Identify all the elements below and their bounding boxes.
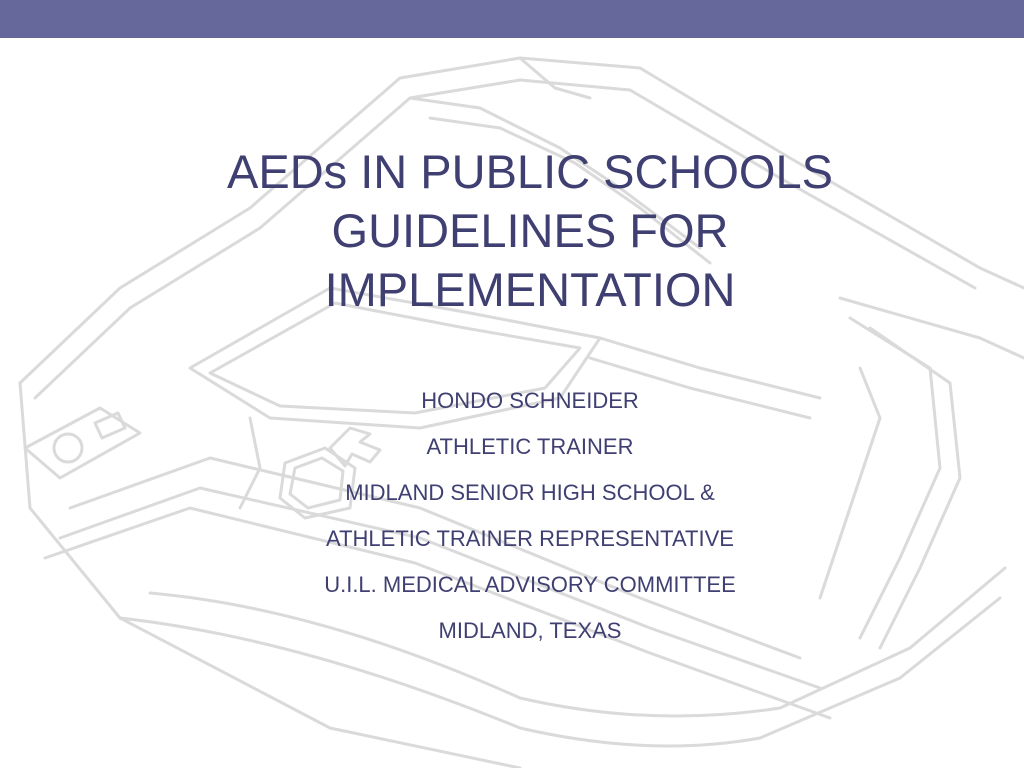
presenter-name: HONDO SCHNEIDER	[421, 388, 639, 413]
title-line-1: AEDs IN PUBLIC SCHOOLS	[227, 145, 833, 198]
presenter-school: MIDLAND SENIOR HIGH SCHOOL &	[345, 480, 715, 505]
presenter-role: ATHLETIC TRAINER	[426, 434, 634, 459]
presenter-location: MIDLAND, TEXAS	[438, 618, 622, 643]
title-line-2: GUIDELINES FOR	[331, 204, 729, 257]
slide-title	[170, 142, 890, 319]
slide-subtitle	[230, 386, 830, 662]
presenter-committee: U.I.L. MEDICAL ADVISORY COMMITTEE	[324, 572, 736, 597]
presenter-representative: ATHLETIC TRAINER REPRESENTATIVE	[326, 526, 734, 551]
top-bar	[0, 0, 1024, 38]
title-line-3: IMPLEMENTATION	[324, 263, 736, 316]
